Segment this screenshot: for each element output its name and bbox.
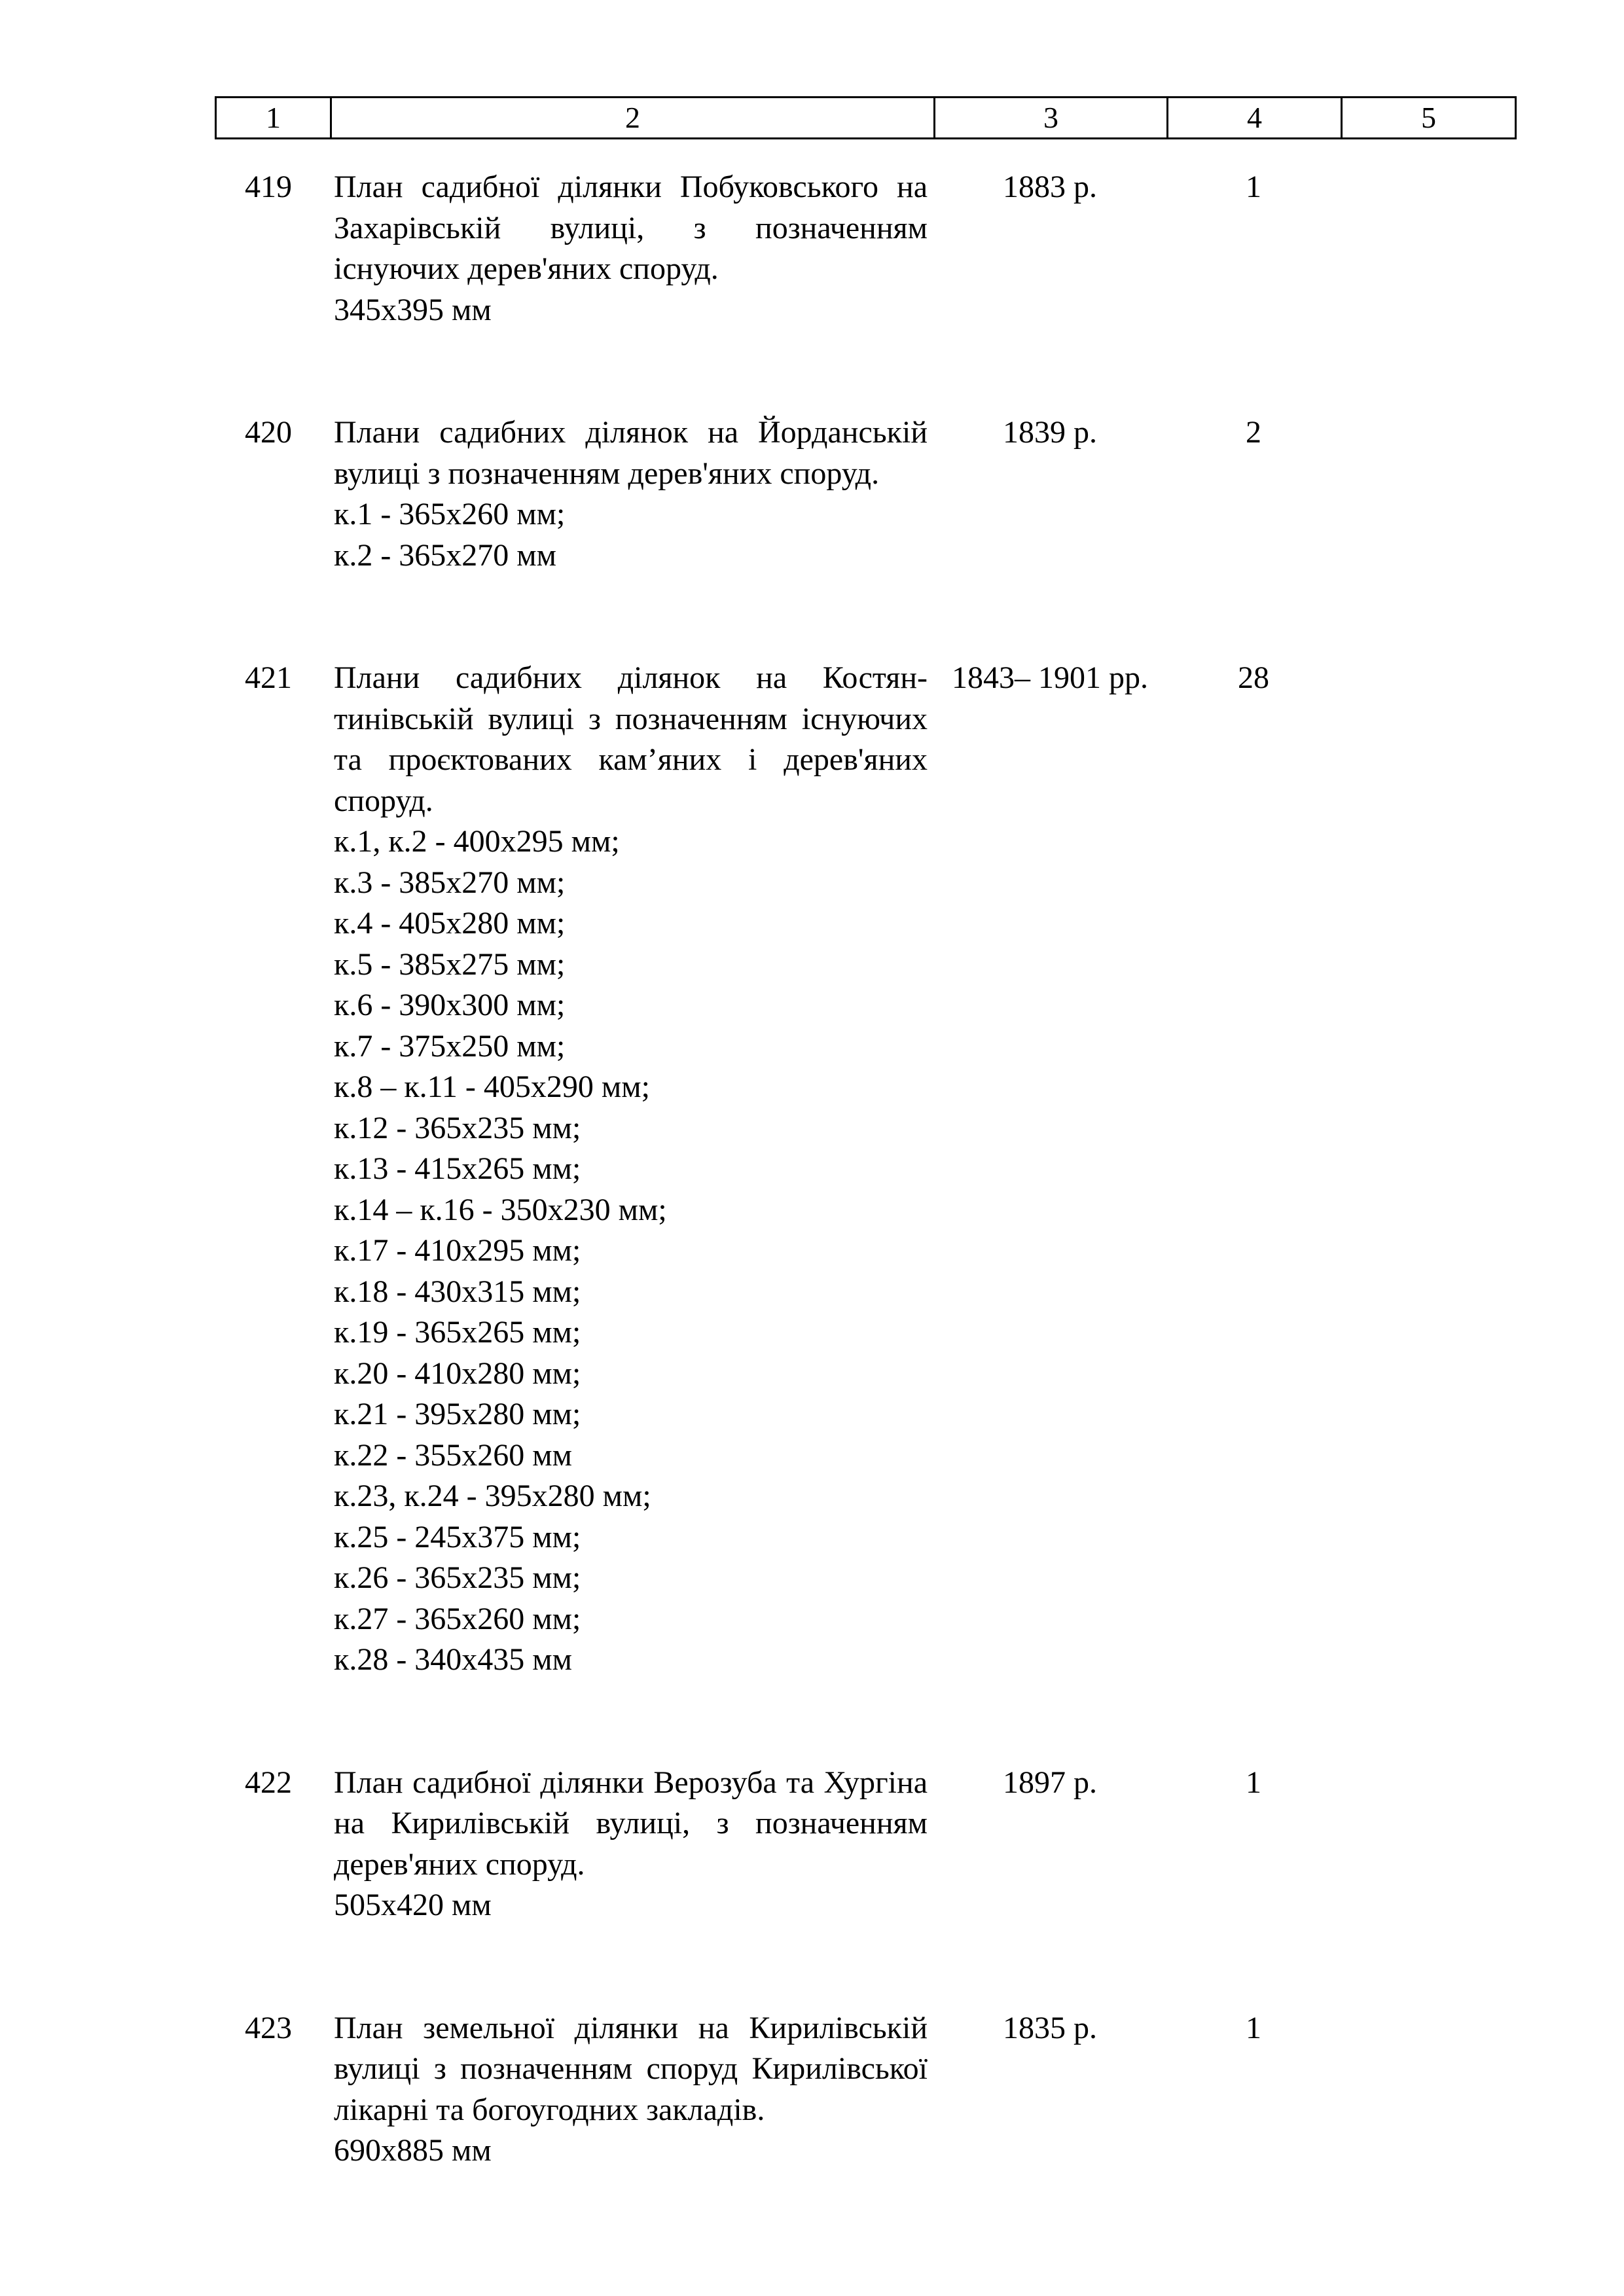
entry-dimension: к.8 – к.11 - 405х290 мм;: [334, 1069, 650, 1104]
entry-description-cell: [330, 2008, 933, 2172]
entry-dimension: 345х395 мм: [334, 292, 492, 327]
entry-dimension: к.6 - 390х300 мм;: [334, 988, 566, 1022]
entry-dimension: к.23, к.24 - 395х280 мм;: [334, 1479, 651, 1513]
entry-dimension: к.14 – к.16 - 350х230 мм;: [334, 1192, 667, 1227]
catalog-entry: [215, 1763, 1515, 1926]
entry-column-5: [1341, 1763, 1515, 1926]
entry-dimension: к.3 - 385х270 мм;: [334, 865, 566, 900]
entry-date: 1835 р.: [1003, 2010, 1097, 2045]
entry-count: 2: [1246, 415, 1261, 450]
column-header-2: 2: [331, 98, 935, 139]
entry-description-cell: [330, 412, 933, 576]
entry-count: 1: [1246, 2010, 1261, 2045]
entry-dimension: к.28 - 340х435 мм: [334, 1642, 573, 1677]
entry-dimension: к.2 - 365х270 мм: [334, 537, 557, 573]
entry-dimension: к.19 - 365х265 мм;: [334, 1315, 581, 1350]
column-header-3: 3: [935, 98, 1168, 139]
entry-dimension: к.7 - 375х250 мм;: [334, 1028, 566, 1064]
catalog-entry: [215, 167, 1515, 331]
column-header-4: 4: [1168, 98, 1342, 139]
entry-date: 1897 р.: [1003, 1765, 1097, 1800]
entry-dimension: к.17 - 410х295 мм;: [334, 1233, 581, 1268]
entry-description: Плани садибних ділянок на Йорданській вулиці з позначенням дерев'яних споруд.: [334, 415, 928, 491]
entry-dimension: к.18 - 430х315 мм;: [334, 1274, 581, 1309]
entry-dimension: к.13 - 415х265 мм;: [334, 1151, 581, 1186]
entry-count: 1: [1246, 1765, 1261, 1800]
entry-description-cell: [330, 1763, 933, 1926]
entry-description-cell: [330, 167, 933, 331]
entry-column-5: [1341, 167, 1515, 331]
entry-dimension: к.27 - 365х260 мм;: [334, 1601, 581, 1636]
column-header-table: [215, 96, 1517, 139]
entry-dimension: к.20 - 410х280 мм;: [334, 1355, 581, 1391]
entry-date: 1839 р.: [1003, 415, 1097, 450]
catalog-entry: [215, 2008, 1515, 2172]
entry-dimension: к.1, к.2 - 400х295 мм;: [334, 824, 620, 859]
entry-date: 1843– 1901 рр.: [952, 660, 1148, 695]
entry-dimension: к.5 - 385х275 мм;: [334, 946, 566, 982]
entry-number: 423: [245, 2010, 292, 2045]
entry-column-5: [1341, 2008, 1515, 2172]
entries-list: [215, 167, 1515, 2172]
entry-dimension: к.12 - 365х235 мм;: [334, 1110, 581, 1145]
entry-dimension: к.25 - 245х375 мм;: [334, 1519, 581, 1554]
entry-number: 421: [245, 660, 292, 695]
entry-dimension: 690х885 мм: [334, 2133, 492, 2168]
entry-dimension: 505х420 мм: [334, 1888, 492, 1922]
entry-number: 419: [245, 170, 292, 204]
column-header-5: 5: [1342, 98, 1516, 139]
entry-description-cell: [330, 658, 933, 1681]
entry-dimension: к.26 - 365х235 мм;: [334, 1560, 581, 1595]
entry-description: План садибної ділянки Верозуба та Хургіна на Кирилівській вулиці, з позначенням дерев'яних споруд.: [334, 1765, 928, 1882]
entry-description: План садибної ділянки Побуковського на Захарівській вулиці, з позначенням існуючих дерев'яних споруд.: [334, 170, 928, 286]
column-header-1: 1: [216, 98, 331, 139]
entry-number: 420: [245, 415, 292, 450]
entry-description: План земельної ділянки на Кирилівській вулиці з позначенням споруд Кирилівської лікарні та богоугодних закладів.: [334, 2010, 928, 2127]
entry-count: 28: [1238, 660, 1269, 695]
entry-dimension: к.4 - 405х280 мм;: [334, 906, 566, 941]
entry-description: Плани садибних ділянок на Костянтинівській вулиці з позначенням існуючих та проєктованих кам’яних і дерев'яних споруд.: [334, 660, 928, 818]
entry-column-5: [1341, 658, 1515, 1681]
catalog-entry: [215, 412, 1515, 576]
entry-count: 1: [1246, 170, 1261, 204]
entry-number: 422: [245, 1765, 292, 1800]
entry-dimension: к.1 - 365х260 мм;: [334, 497, 566, 531]
entry-date: 1883 р.: [1003, 170, 1097, 204]
column-header-row: [216, 98, 1516, 139]
entry-dimension: к.21 - 395х280 мм;: [334, 1397, 581, 1431]
entry-dimension: к.22 - 355х260 мм: [334, 1437, 573, 1473]
entry-column-5: [1341, 412, 1515, 576]
catalog-entry: [215, 658, 1515, 1681]
